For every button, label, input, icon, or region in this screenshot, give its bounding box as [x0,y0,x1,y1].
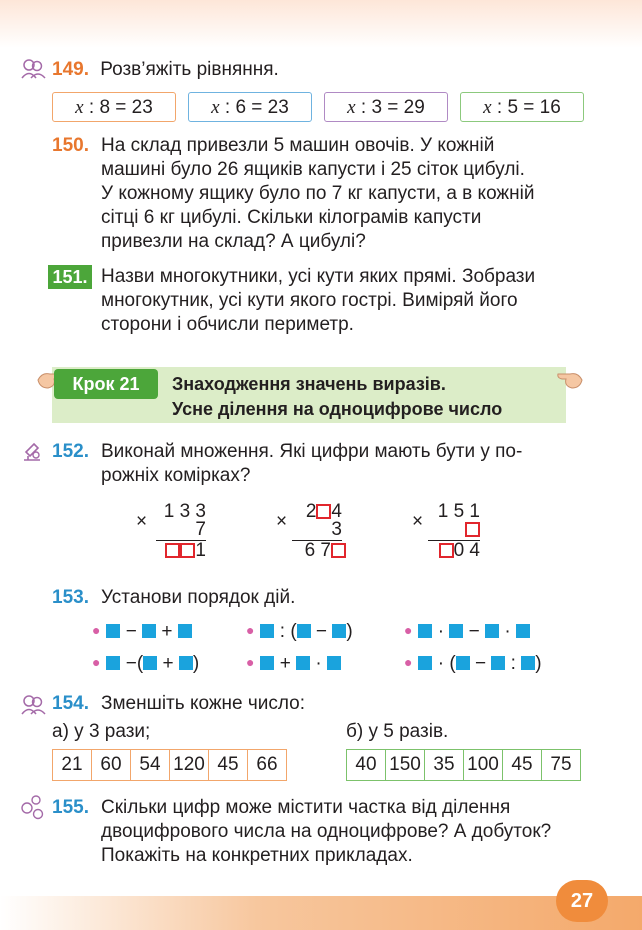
product-row: 0 4 [426,541,480,561]
pointing-hand-icon [556,368,584,392]
table-cell: 120 [170,750,209,781]
times-sign: × [412,511,424,532]
step-title: Знаходження значень виразів. Усне ділення на одноцифрове число [172,374,503,419]
pair-work-icon [20,58,46,80]
multiplicand: 1 3 3 [163,501,206,522]
table-cell: 45 [209,750,248,781]
bubbles-icon [20,794,46,822]
empty-cell[interactable] [331,543,346,558]
subtask-a-label: а) у 3 рази; [52,721,151,742]
task-text: Розв’яжіть рівняння. [100,59,279,80]
table-cell: 45 [503,750,542,781]
top-decoration [0,0,642,48]
equation-box: x : 3 = 29 [324,92,448,122]
task-text: Установи порядок дій. [101,587,296,608]
task-152-text: Виконай множення. Які цифри мають бути у по- рожніх комірках? [101,441,523,486]
task-number: 152. [52,441,89,462]
task-number: 155. [52,797,89,818]
expression: ● : ( − ) [246,621,353,642]
times-sign: × [276,511,288,532]
table-cell: 75 [542,750,581,781]
microscope-icon [20,440,44,464]
pair-work-icon [20,694,46,716]
numbers-table-a [52,749,287,781]
product-row: 1 [152,541,206,561]
expression: ● + · [246,650,341,676]
task-149-header [52,58,279,82]
table-cell: 60 [92,750,131,781]
empty-cell[interactable] [439,543,454,558]
footer-band [0,896,642,930]
table-cell: 66 [248,750,287,781]
empty-cell[interactable] [465,522,480,537]
table-cell: 100 [464,750,503,781]
table-cell: 150 [386,750,425,781]
page-number: 27 [556,880,608,922]
table-cell: 35 [425,750,464,781]
empty-cell[interactable] [316,504,331,519]
task-151-text: Назви многокутники, усі кути яких прямі. Зобрази многокутник, усі кути якого гострі. Виміряй його сторони і обчисли периметр. [101,266,536,335]
product-row: 6 7 [290,541,346,561]
multiplier [428,520,480,541]
task-number: 154. [52,693,89,714]
task-number: 150. [52,135,89,156]
times-sign: × [136,511,148,532]
equation-box: x : 6 = 23 [188,92,312,122]
multiplier: 3 [292,520,342,541]
task-number: 153. [52,587,89,608]
empty-cell[interactable] [180,543,195,558]
task-150-text: На склад привезли 5 машин овочів. У кожній машині було 26 ящиків капусти і 25 сіток цибулі. У кожному ящику було по 7 кг капусти, а в кожній сітці 6 кг цибулі. Скільки кілограмів капусти привезли на склад? А цибулі? [101,135,535,252]
task-number-badge: 151. [48,265,92,289]
subtask-b-label: б) у 5 разів. [346,721,449,742]
expression: ● · − · [404,618,530,644]
multiplicand: 1 5 1 [437,501,480,522]
task-155-text: Скільки цифр може містити частка від ділення двоцифрового числа на одноцифрове? А добуток? Покажіть на конкретних прикладах. [101,797,552,866]
table-cell: 40 [347,750,386,781]
table-cell: 54 [131,750,170,781]
table-cell: 21 [53,750,92,781]
expression: ● − + [92,618,192,644]
multiplier: 7 [156,520,206,541]
expression: ● −( + ) [92,653,200,674]
numbers-table-b [346,749,581,781]
step-tag: Крок 21 [54,369,158,399]
equation-box: x : 5 = 16 [460,92,584,122]
expression: ● · ( − : ) [404,653,542,674]
multiplicand: 2 4 [305,501,342,522]
empty-cell[interactable] [165,543,180,558]
task-number: 149. [52,59,89,80]
equation-box: x : 8 = 23 [52,92,176,122]
task-text: Зменшіть кожне число: [101,693,306,714]
